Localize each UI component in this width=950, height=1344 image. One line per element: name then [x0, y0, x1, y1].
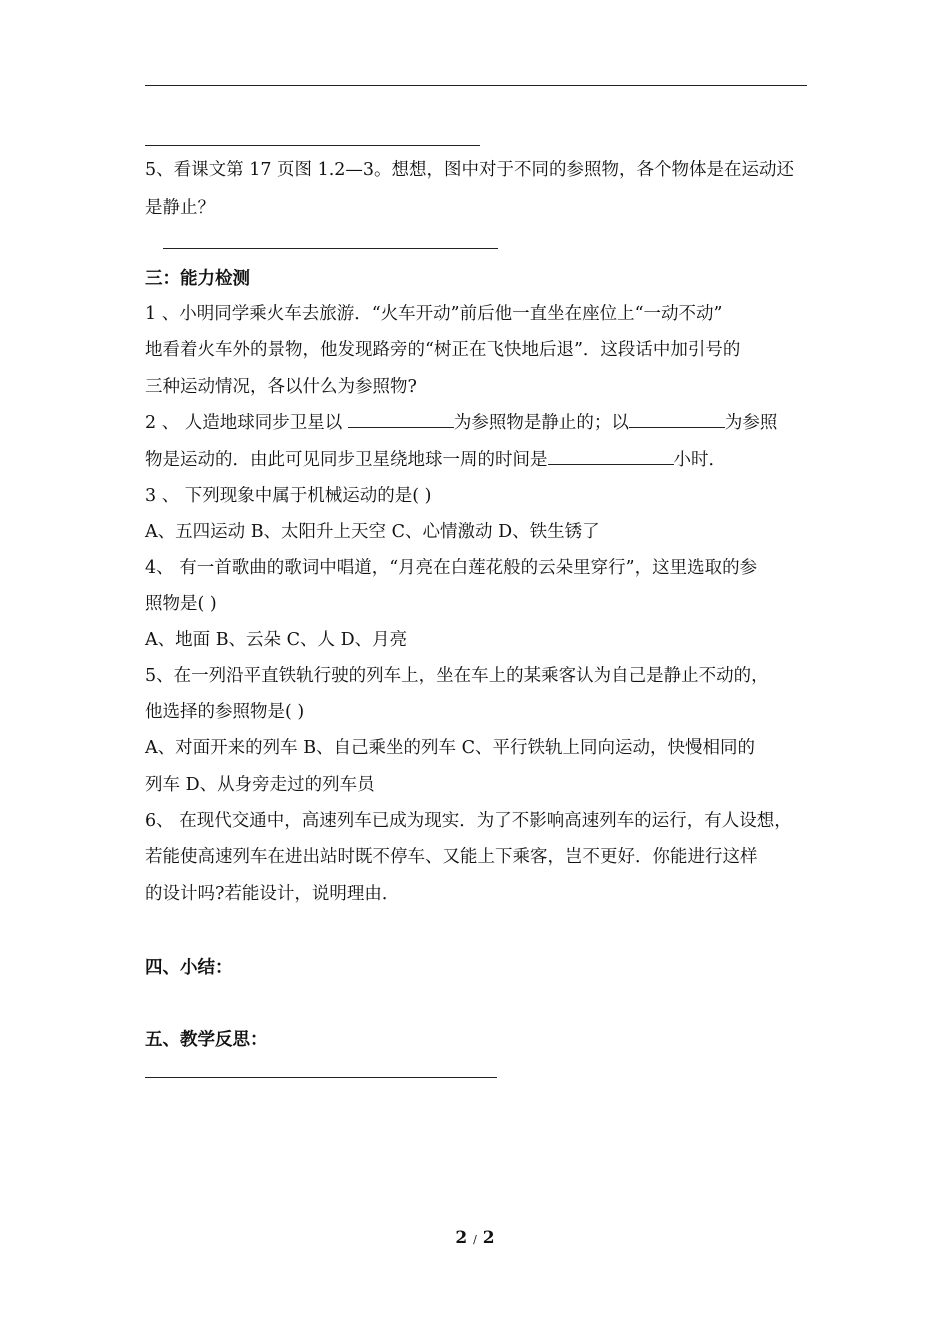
question-text: 他选择的参照物是( )	[145, 702, 305, 722]
answer-options: A、对面开来的列车 B、自己乘坐的列车 C、平行铁轨上同向运动，快慢相同的	[145, 738, 756, 758]
question-text: 5、在一列沿平直铁轨行驶的列车上，坐在车上的某乘客认为自己是静止不动的，	[145, 666, 769, 686]
answer-options: A、地面 B、云朵 C、人 D、月亮	[145, 630, 408, 650]
section-heading: 四、小结：	[145, 958, 233, 978]
question-text: 5、看课文第 17 页图 1.2—3。想想，图中对于不同的参照物，各个物体是在运动还	[145, 160, 795, 180]
page-current: 2	[455, 1228, 468, 1248]
question-text: 4、 有一首歌曲的歌词中唱道，“月亮在白莲花般的云朵里穿行”，这里选取的参	[145, 558, 758, 578]
question-text: 3 、 下列现象中属于机械运动的是( )	[145, 486, 432, 506]
answer-options: A、五四运动 B、太阳升上天空 C、心情激动 D、铁生锈了	[145, 522, 600, 542]
page-separator: /	[473, 1233, 477, 1246]
question-text: 1 、小明同学乘火车去旅游．“火车开动”前后他一直坐在座位上“一动不动”	[145, 304, 723, 324]
question-text: 三种运动情况，各以什么为参照物?	[145, 377, 417, 397]
question-text: 若能使高速列车在进出站时既不停车、又能上下乘客，岂不更好．你能进行这样	[145, 847, 758, 867]
question-segment: 为参照物是静止的；以	[453, 413, 629, 433]
question-segment: 为参照	[724, 413, 778, 433]
page-total: 2	[482, 1228, 495, 1248]
fill-blank[interactable]	[348, 411, 454, 428]
section-heading: 三：能力检测	[145, 269, 250, 289]
question-text: 照物是( )	[145, 594, 217, 614]
question-text: 是静止？	[145, 198, 215, 218]
answer-line	[145, 85, 807, 86]
answer-line	[145, 145, 480, 146]
section-heading: 五、教学反思：	[145, 1030, 268, 1050]
question-text	[145, 448, 815, 472]
question-text: 的设计吗?若能设计，说明理由．	[145, 884, 400, 904]
question-text: 6、 在现代交通中，高速列车已成为现实．为了不影响高速列车的运行，有人设想，	[145, 811, 792, 831]
fill-blank[interactable]	[629, 411, 725, 428]
answer-line	[163, 248, 498, 249]
answer-options: 列车 D、从身旁走过的列车员	[145, 775, 375, 795]
question-text	[145, 411, 815, 435]
page-number	[0, 1228, 950, 1248]
question-segment: 2 、 人造地球同步卫星以	[145, 413, 348, 433]
answer-line	[145, 1077, 497, 1078]
fill-blank[interactable]	[548, 448, 674, 465]
question-segment: 小时．	[673, 450, 726, 470]
question-segment: 物是运动的．由此可见同步卫星绕地球一周的时间是	[145, 450, 548, 470]
question-text: 地看着火车外的景物，他发现路旁的“树正在飞快地后退”．这段话中加引号的	[145, 340, 741, 360]
